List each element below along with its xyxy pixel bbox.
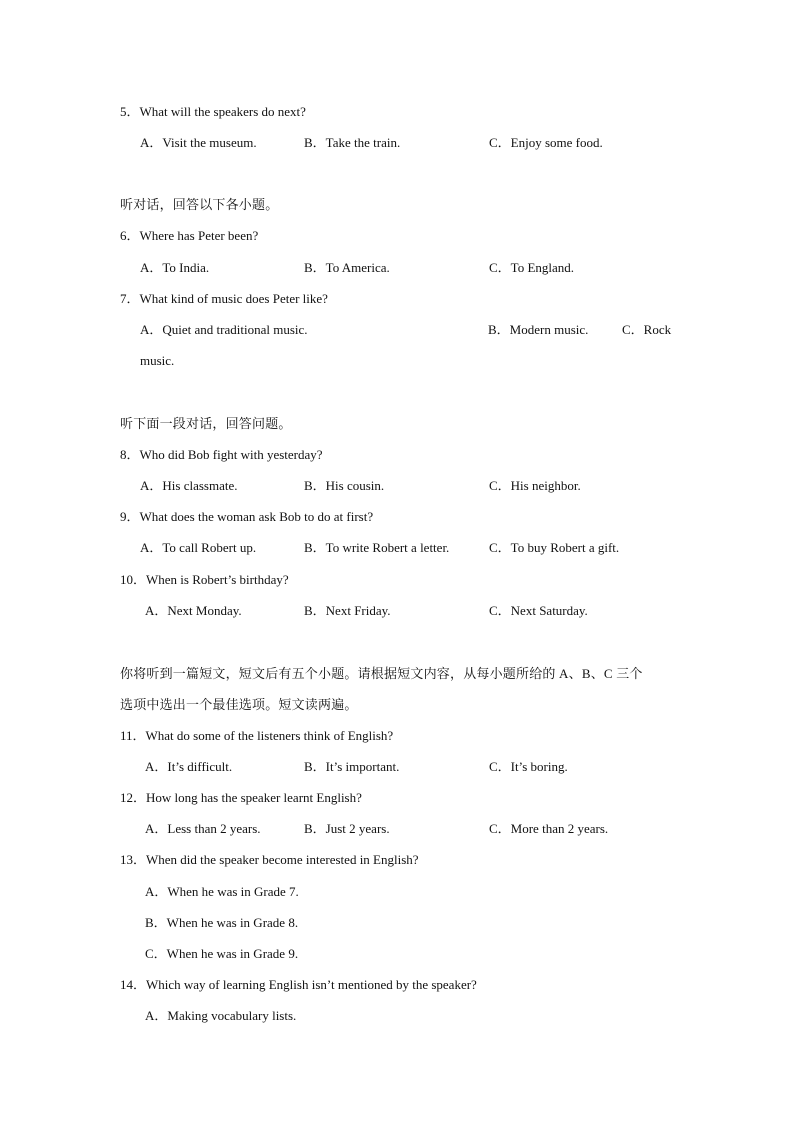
q12-option-b: B．Just 2 years. [304, 821, 390, 836]
section-instruction-2: 听对话，回答以下各小题。 [120, 197, 279, 212]
q7-option-c-continued: music. [140, 353, 175, 368]
q5-option-b: B．Take the train. [304, 135, 401, 150]
question-14: 14．Which way of learning English isn’t mentioned by the speaker? [120, 977, 477, 992]
q9-option-b: B．To write Robert a letter. [304, 540, 450, 555]
q10-option-a: A．Next Monday. [145, 603, 242, 618]
q7-option-a: A．Quiet and traditional music. [140, 322, 308, 337]
q7-option-c: C．Rock [622, 322, 672, 337]
q14-option-a: A．Making vocabulary lists. [145, 1008, 297, 1023]
question-13: 13．When did the speaker become interested in English? [120, 852, 419, 867]
q13-option-a: A．When he was in Grade 7. [145, 884, 299, 899]
question-11: 11．What do some of the listeners think of English? [120, 728, 394, 743]
q5-option-a: A．Visit the museum. [140, 135, 257, 150]
question-10: 10．When is Robert’s birthday? [120, 572, 289, 587]
section-instruction-4-line1: 你将听到一篇短文，短文后有五个小题。请根据短文内容，从每小题所给的 A、B、C 三个 [120, 666, 643, 681]
q6-option-c: C．To England. [489, 260, 575, 275]
q5-option-c: C．Enjoy some food. [489, 135, 603, 150]
q7-option-b: B．Modern music. [488, 322, 589, 337]
question-7: 7．What kind of music does Peter like? [120, 291, 328, 306]
q6-option-a: A．To India. [140, 260, 210, 275]
q6-option-b: B．To America. [304, 260, 390, 275]
section-instruction-3: 听下面一段对话，回答问题。 [120, 416, 292, 431]
q13-option-b: B．When he was in Grade 8. [145, 915, 299, 930]
q11-option-a: A．It’s difficult. [145, 759, 233, 774]
q12-option-a: A．Less than 2 years. [145, 821, 261, 836]
q11-option-c: C．It’s boring. [489, 759, 568, 774]
q9-option-a: A．To call Robert up. [140, 540, 257, 555]
q8-option-c: C．His neighbor. [489, 478, 581, 493]
section-instruction-4-line2: 选项中选出一个最佳选项。短文读两遍。 [120, 697, 358, 712]
q8-option-a: A．His classmate. [140, 478, 238, 493]
q8-option-b: B．His cousin. [304, 478, 385, 493]
question-5: 5．What will the speakers do next? [120, 104, 306, 119]
question-9: 9．What does the woman ask Bob to do at first? [120, 509, 374, 524]
q10-option-c: C．Next Saturday. [489, 603, 588, 618]
question-6: 6．Where has Peter been? [120, 228, 259, 243]
question-12: 12．How long has the speaker learnt English? [120, 790, 362, 805]
q10-option-b: B．Next Friday. [304, 603, 391, 618]
q12-option-c: C．More than 2 years. [489, 821, 609, 836]
question-8: 8．Who did Bob fight with yesterday? [120, 447, 323, 462]
q9-option-c: C．To buy Robert a gift. [489, 540, 620, 555]
q11-option-b: B．It’s important. [304, 759, 400, 774]
q13-option-c: C．When he was in Grade 9. [145, 946, 299, 961]
